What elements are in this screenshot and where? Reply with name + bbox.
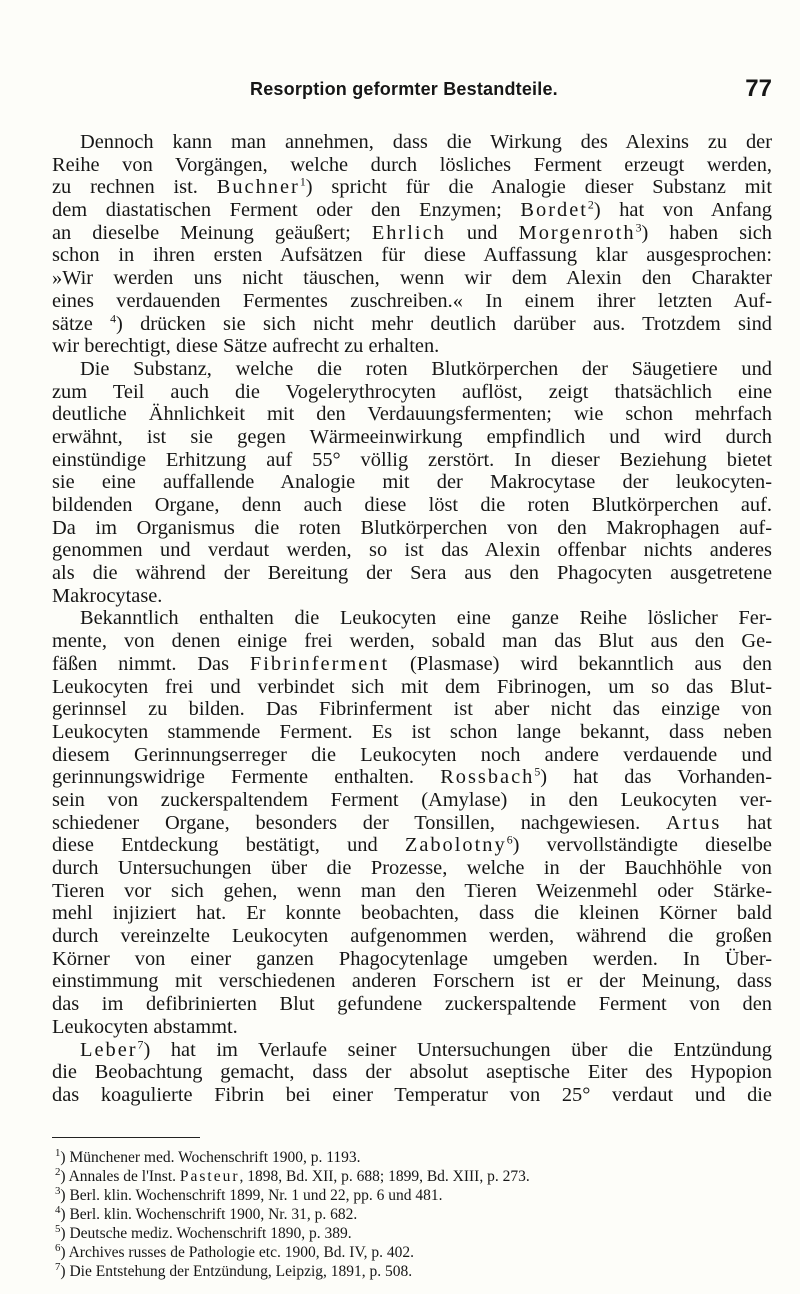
- footnote-text: Berl. klin. Wochenschrift 1899, Nr. 1 und 22, pp. 6 und 481.: [69, 1187, 443, 1204]
- footnote-paren: ): [60, 1168, 69, 1185]
- text-line: [52, 1084, 772, 1107]
- text-segment: sein von zuckerspaltendem Ferment (Amylase) in den Leukocyten ver-: [52, 788, 772, 811]
- text-line: [52, 993, 772, 1016]
- text-line: [52, 267, 772, 290]
- text-segment: drücken sie sich nicht mehr deutlich darüber aus. Trotzdem sind: [122, 312, 772, 335]
- text-line: [52, 585, 772, 608]
- author-name: Ehrlich: [371, 221, 446, 244]
- text-segment: dem diastatischen Ferment oder den Enzymen;: [52, 199, 521, 222]
- footnote-ref: [138, 1039, 151, 1061]
- text-segment: »Wir werden uns nicht täuschen, wenn wir dem Alexin den Charakter: [52, 267, 772, 290]
- footnote-paren: ): [60, 1206, 70, 1223]
- text-line: [52, 381, 772, 404]
- text-line: [52, 744, 772, 767]
- text-segment: Leukocyten abstammt.: [52, 1015, 238, 1038]
- text-line: [52, 948, 772, 971]
- footnote-number: 2: [55, 1166, 61, 1179]
- text-segment: Körner von einer ganzen Phagocytenlage umgeben werden. In Über-: [52, 947, 772, 970]
- footnote-ref-paren: ): [512, 834, 520, 857]
- footnote-paren: ): [60, 1187, 70, 1204]
- footnote-number: 6: [55, 1242, 61, 1255]
- text-segment: spricht für die Analogie dieser Substanz mit: [312, 176, 772, 199]
- footnote-ref: [300, 176, 313, 198]
- text-line: [52, 970, 772, 993]
- footnote-number: 7: [55, 1261, 61, 1274]
- text-segment: diesem Gerinnungserreger die Leukocyten noch andere verdauende und: [52, 743, 772, 766]
- author-name: Bordet: [520, 199, 588, 222]
- text-segment: deutliche Ähnlichkeit mit den Verdauungsfermenten; wie schon mehrfach: [52, 403, 772, 426]
- text-segment: einstündige Erhitzung auf 55° völlig zerstört. In dieser Beziehung bietet: [52, 448, 772, 471]
- footnote-ref-paren: ): [115, 312, 123, 335]
- footnote: [52, 1224, 772, 1243]
- footnote-ref-paren: ): [641, 221, 649, 244]
- text-segment: wir berechtigt, diese Sätze aufrecht zu erhalten.: [52, 335, 440, 358]
- text-line: [52, 313, 772, 336]
- text-line: [52, 494, 772, 517]
- text-segment: Da im Organismus die roten Blutkörperchen von den Makrophagen auf-: [52, 516, 772, 539]
- text-segment: sätze: [52, 312, 111, 335]
- text-segment: gerinnsel zu bilden. Das Fibrinferment ist aber nicht das einzige von: [52, 698, 772, 721]
- footnote-paren: ): [60, 1149, 70, 1166]
- author-name: Rossbach: [440, 766, 535, 789]
- page-number: 77: [745, 75, 772, 102]
- text-segment: Makrocytase.: [52, 584, 163, 607]
- footnote: [52, 1148, 772, 1167]
- footnote: [52, 1243, 772, 1262]
- text-line: [52, 1061, 772, 1084]
- text-line: [52, 222, 772, 245]
- text-segment: diese Entdeckung bestätigt, und: [52, 834, 405, 857]
- footnotes: [52, 1148, 772, 1281]
- text-line: [52, 290, 772, 313]
- paragraph: [52, 607, 772, 1038]
- text-line: [52, 607, 772, 630]
- text-segment: hat: [721, 811, 772, 834]
- footnote-ref-number: 3: [635, 220, 642, 235]
- text-segment: durch Untersuchungen über die Prozesse, welche in der Bauchhöhle von: [52, 857, 772, 879]
- text-line: [52, 244, 772, 267]
- text-line: [52, 880, 772, 903]
- author-name: Buchner: [216, 176, 300, 199]
- text-segment: an dieselbe Meinung geäußert;: [52, 221, 372, 244]
- text-line: [52, 766, 772, 789]
- author-name: Fibrinferment: [249, 652, 390, 675]
- text-line: [52, 834, 772, 857]
- text-segment: haben sich: [648, 221, 772, 244]
- text-segment: schiedener Organe, besonders der Tonsillen, nachgewiesen.: [52, 811, 666, 834]
- author-name: Leber: [80, 1038, 138, 1061]
- text-segment: durch vereinzelte Leukocyten aufgenommen werden, während die großen: [52, 925, 772, 948]
- footnote-ref: [588, 199, 601, 221]
- text-segment: bildenden Organe, denn auch diese löst die roten Blutkörperchen auf.: [52, 494, 772, 516]
- text-line: [52, 403, 772, 426]
- text-segment: zu rechnen ist.: [52, 176, 217, 199]
- text-line: [52, 902, 772, 925]
- text-line: [52, 335, 772, 358]
- paragraph: [52, 131, 772, 358]
- text-line: [52, 176, 772, 199]
- text-segment: vervollständigte dieselbe: [519, 834, 772, 857]
- text-segment: eines verdauenden Fermentes zuschreiben.« In einem ihrer letzten Auf-: [52, 289, 772, 312]
- text-line: [52, 358, 772, 381]
- text-segment: Dennoch kann man annehmen, dass die Wirkung des Alexins zu der: [80, 131, 772, 153]
- text-line: [52, 199, 772, 222]
- footnote-ref-paren: ): [593, 199, 601, 222]
- text-segment: schon in ihren ersten Aufsätzen für diese Auffassung klar ausgesprochen:: [52, 244, 772, 267]
- text-segment: sie eine auffallende Analogie mit der Makrocytase der leukocyten-: [52, 471, 772, 494]
- footnote-ref-number: 4: [110, 311, 116, 326]
- text-segment: zum Teil auch die Vogelerythrocyten auflöst, zeigt thatsächlich eine: [52, 380, 772, 403]
- footnote-ref-number: 7: [137, 1037, 144, 1052]
- text-segment: erwähnt, ist sie gegen Wärmeeinwirkung empfindlich und wird durch: [52, 425, 772, 448]
- text-segment: Tieren vor sich gehen, wenn man den Tieren Weizenmehl oder Stärke-: [52, 879, 772, 902]
- footnote-text: , 1898, Bd. XII, p. 688; 1899, Bd. XIII, p. 273.: [239, 1168, 530, 1185]
- text-line: [52, 426, 772, 449]
- footnote-number: 1: [55, 1147, 61, 1160]
- text-line: [52, 857, 772, 880]
- footnote-text: Annales de l'Inst.: [68, 1168, 180, 1185]
- footnote-ref: [636, 222, 649, 244]
- footnote-number: 5: [55, 1223, 61, 1236]
- text-segment: gerinnungswidrige Fermente enthalten.: [52, 766, 441, 789]
- text-segment: hat das Vorhanden-: [547, 766, 772, 789]
- text-line: [52, 789, 772, 812]
- text-segment: das koagulierte Fibrin bei einer Temperatur von 25° verdaut und die: [52, 1083, 772, 1106]
- footnote-ref-number: 2: [587, 197, 594, 212]
- footnote-number: 4: [55, 1204, 61, 1217]
- body-text: [52, 131, 772, 1107]
- text-segment: Die Substanz, welche die roten Blutkörperchen der Säugetiere und: [80, 357, 772, 380]
- text-segment: hat von Anfang: [600, 199, 772, 222]
- text-segment: Leukocyten stammende Ferment. Es ist schon lange bekannt, dass neben: [52, 720, 772, 743]
- text-segment: mehl injiziert hat. Er konnte beobachten, dass die kleinen Körner bald: [52, 902, 772, 925]
- footnote-ref: [507, 834, 520, 856]
- text-segment: (Plasmase) wird bekanntlich aus den: [389, 652, 772, 675]
- footnote-text: Archives russes de Pathologie etc. 1900, Bd. IV, p. 402.: [68, 1244, 415, 1261]
- footnote-text: Münchener med. Wochenschrift 1900, p. 1193.: [69, 1149, 361, 1166]
- footnote-text: Deutsche mediz. Wochenschrift 1890, p. 389.: [69, 1225, 352, 1242]
- paragraph: [52, 358, 772, 608]
- text-line: [52, 1039, 772, 1062]
- text-line: [52, 517, 772, 540]
- footnote-author: Pasteur: [179, 1168, 240, 1185]
- text-segment: Bekanntlich enthalten die Leukocyten eine ganze Reihe löslicher Fer-: [80, 607, 772, 630]
- running-head: Resorption geformter Bestandteile.: [250, 79, 558, 99]
- paragraph: [52, 1039, 772, 1107]
- text-line: [52, 539, 772, 562]
- text-segment: fäßen nimmt. Das: [52, 652, 250, 675]
- text-segment: mente, von denen einige frei werden, sobald man das Blut aus den Ge-: [52, 630, 772, 653]
- text-segment: das im defibrinierten Blut gefundene zuckerspaltende Ferment von den: [52, 993, 772, 1016]
- text-line: [52, 676, 772, 699]
- footnote: [52, 1262, 772, 1281]
- footnote-ref: [110, 313, 123, 335]
- text-segment: hat im Verlaufe seiner Untersuchungen über die Entzündung: [150, 1038, 772, 1061]
- text-line: [52, 562, 772, 585]
- text-line: [52, 630, 772, 653]
- footnote-paren: ): [60, 1263, 70, 1280]
- footnote-text: Berl. klin. Wochenschrift 1900, Nr. 31, p. 682.: [69, 1206, 358, 1223]
- text-segment: als die während der Bereitung der Sera aus den Phagocyten ausgetretene: [52, 562, 772, 585]
- footnote: [52, 1167, 772, 1186]
- text-segment: einstimmung mit verschiedenen anderen Forschern ist er der Meinung, dass: [52, 970, 772, 993]
- footnote-paren: ): [60, 1244, 69, 1261]
- footnote-text: Die Entstehung der Entzündung, Leipzig, 1891, p. 508.: [69, 1263, 413, 1280]
- footnote-ref-number: 6: [506, 832, 513, 847]
- footnote-paren: ): [60, 1225, 70, 1242]
- text-line: [52, 698, 772, 721]
- footnote-ref: [534, 766, 547, 788]
- footnote: [52, 1205, 772, 1224]
- text-line: [52, 1016, 772, 1039]
- footnote: [52, 1186, 772, 1205]
- page-header: [52, 75, 772, 109]
- footnote-number: 3: [55, 1185, 61, 1198]
- text-line: [52, 812, 772, 835]
- text-line: [52, 471, 772, 494]
- footnote-ref-paren: ): [143, 1038, 151, 1061]
- text-segment: Leukocyten frei und verbindet sich mit dem Fibrinogen, um so das Blut-: [52, 675, 772, 698]
- text-line: [52, 925, 772, 948]
- text-segment: Reihe von Vorgängen, welche durch lösliches Ferment erzeugt werden,: [52, 153, 772, 176]
- text-line: [52, 653, 772, 676]
- text-line: [52, 721, 772, 744]
- footnote-ref-number: 1: [299, 175, 306, 190]
- text-line: [52, 449, 772, 472]
- text-segment: und: [445, 221, 519, 244]
- text-line: [52, 154, 772, 177]
- footnote-ref-paren: ): [305, 176, 313, 199]
- author-name: Zabolotny: [404, 834, 507, 857]
- text-segment: die Beobachtung gemacht, dass der absolut aseptische Eiter des Hypopion: [52, 1061, 772, 1084]
- author-name: Morgenroth: [518, 221, 636, 244]
- footnote-ref-paren: ): [540, 766, 548, 789]
- footnote-rule: [52, 1137, 200, 1138]
- author-name: Artus: [665, 811, 722, 834]
- text-segment: genommen und verdaut werden, so ist das Alexin offenbar nichts anderes: [52, 539, 772, 562]
- footnote-ref-number: 5: [534, 764, 541, 779]
- text-line: [52, 131, 772, 154]
